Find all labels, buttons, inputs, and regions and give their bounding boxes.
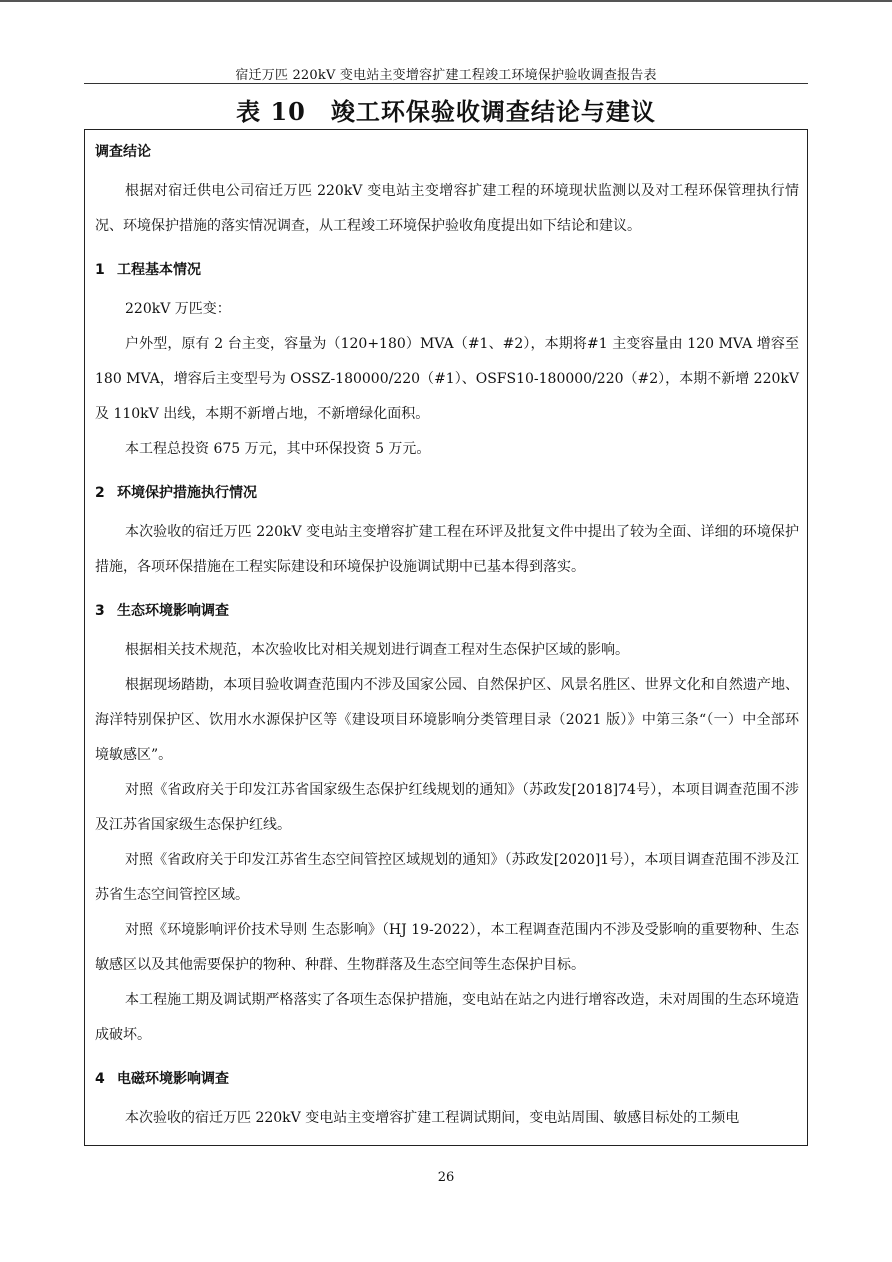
paragraph: 根据相关技术规范，本次验收比对相关规划进行调查工程对生态保护区域的影响。 [125, 642, 629, 658]
conclusion-content [95, 140, 799, 1136]
section-title: 环境保护措施执行情况 [117, 485, 257, 501]
section-number: 3 [95, 603, 105, 619]
table-title: 表 10 竣工环保验收调查结论与建议 [236, 97, 656, 126]
conclusion-table-cell [84, 129, 808, 1146]
paragraph: 对照《省政府关于印发江苏省生态空间管控区域规划的通知》（苏政发[2020]1号），本项目调查范围不涉及江苏省生态空间管控区域。 [95, 852, 799, 903]
section-heading-2 [95, 481, 799, 505]
section-number: 4 [95, 1071, 105, 1087]
section-label: 调查结论 [95, 144, 151, 160]
intro-paragraph: 根据对宿迁供电公司宿迁万匹 220kV 变电站主变增容扩建工程的环境现状监测以及对工程环保管理执行情况、环境保护措施的落实情况调查，从工程竣工环境保护验收角度提出如下结论和建议。 [95, 183, 799, 234]
section-heading-1 [95, 258, 799, 282]
section-heading-4 [95, 1067, 799, 1091]
paragraph: 本工程施工期及调试期严格落实了各项生态保护措施，变电站在站之内进行增容改造，未对周围的生态环境造成破坏。 [95, 992, 799, 1043]
header-divider [84, 83, 808, 84]
running-header: 宿迁万匹 220kV 变电站主变增容扩建工程竣工环境保护验收调查报告表 [235, 68, 657, 83]
paragraph: 本工程总投资 675 万元，其中环保投资 5 万元。 [125, 441, 431, 457]
paragraph: 本次验收的宿迁万匹 220kV 变电站主变增容扩建工程调试期间，变电站周围、敏感目标处的工频电 [125, 1110, 740, 1126]
page-number: 26 [437, 1170, 455, 1185]
section-title: 电磁环境影响调查 [117, 1071, 229, 1087]
paragraph: 对照《省政府关于印发江苏省国家级生态保护红线规划的通知》（苏政发[2018]74号），本项目调查范围不涉及江苏省国家级生态保护红线。 [95, 782, 799, 833]
section-heading-3 [95, 599, 799, 623]
section-number: 2 [95, 485, 105, 501]
paragraph: 根据现场踏勘，本项目验收调查范围内不涉及国家公园、自然保护区、风景名胜区、世界文化和自然遗产地、海洋特别保护区、饮用水水源保护区等《建设项目环境影响分类管理目录（2021 版）》中第三条“（一）中全部环境敏感区”。 [95, 677, 799, 763]
page-top-border [0, 0, 892, 2]
paragraph: 对照《环境影响评价技术导则 生态影响》（HJ 19-2022），本工程调查范围内不涉及受影响的重要物种、生态敏感区以及其他需要保护的物种、种群、生物群落及生态空间等生态保护目标。 [95, 922, 799, 973]
section-title: 生态环境影响调查 [117, 603, 229, 619]
paragraph: 本次验收的宿迁万匹 220kV 变电站主变增容扩建工程在环评及批复文件中提出了较为全面、详细的环境保护措施，各项环保措施在工程实际建设和环境保护设施调试期中已基本得到落实。 [95, 524, 799, 575]
section-title: 工程基本情况 [117, 262, 201, 278]
section-number: 1 [95, 262, 105, 278]
paragraph: 220kV 万匹变： [125, 301, 231, 317]
paragraph: 户外型，原有 2 台主变，容量为（120+180）MVA（#1、#2），本期将#1 主变容量由 120 MVA 增容至 180 MVA，增容后主变型号为 OSSZ-180000/220（#1）、OSFS10-180000/220（#2），本期不新增 220kV 及 110kV 出线，本期不新增占地，不新增绿化面积。 [95, 336, 799, 422]
